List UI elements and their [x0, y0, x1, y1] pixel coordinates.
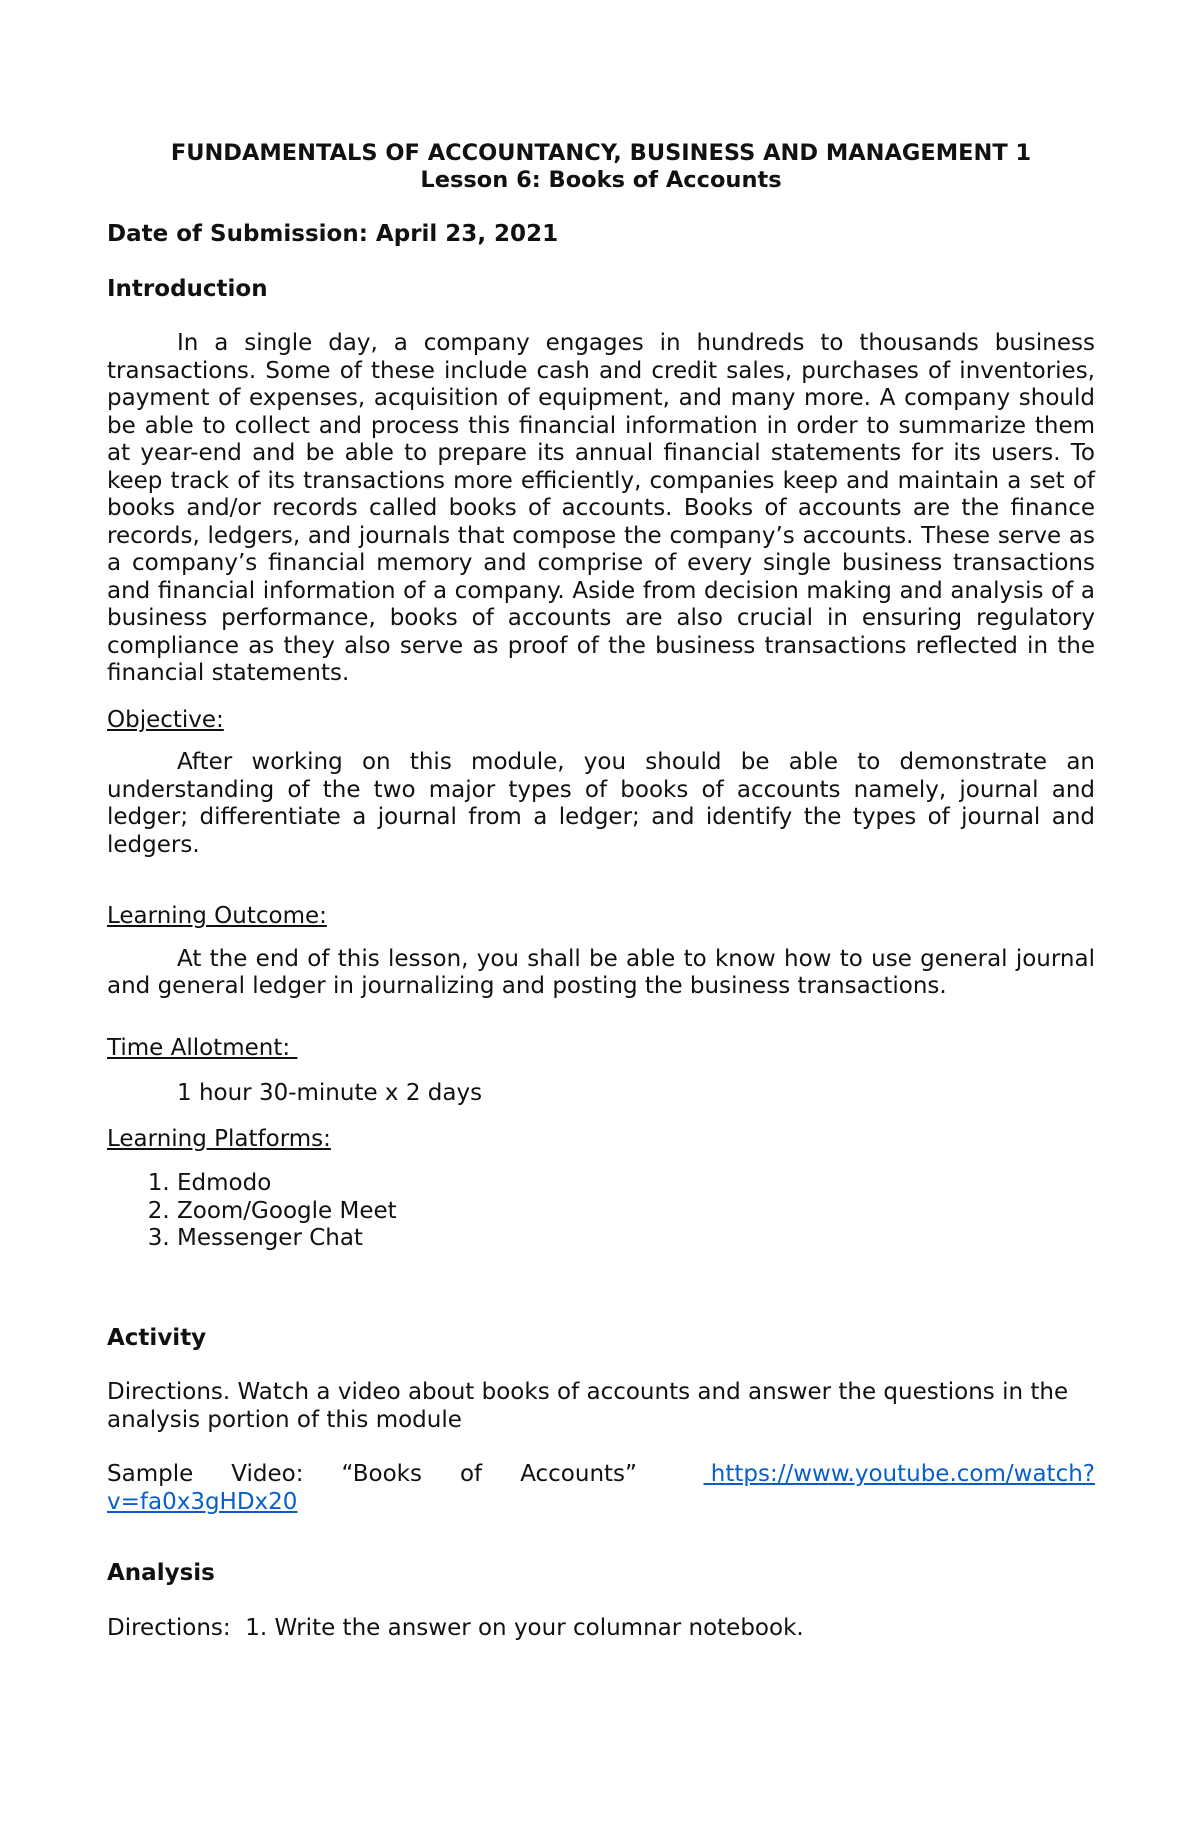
introduction-body: In a single day, a company engages in hundreds to thousands business transactions. Some of these include cash and credit sales, purchases of inventories, payment of expenses, acquisition of equipment, and many more. A company should be able to collect and process this financial information in order to summarize them at year-end and be able to prepare its annual financial statements for its users. To keep track of its transactions more efficiently, companies keep and maintain a set of books and/or records called books of accounts. Books of accounts are the finance records, ledgers, and journals that compose the company’s accounts. These serve as a company’s financial memory and comprise of every single business transactions and financial information of a company. Aside from decision making and analysis of a business performance, books of accounts are also crucial in ensuring regulatory compliance as they also serve as proof of the business transactions reflected in the financial statements. — [107, 330, 1095, 686]
list-item: 1. Edmodo — [177, 1170, 1095, 1198]
document-page — [107, 140, 1095, 1642]
objective-body: After working on this module, you should be able to demonstrate an understanding of the two major types of books of accounts namely, journal and ledger; differentiate a journal from a ledger; and identify the types of journal and ledgers. — [107, 749, 1095, 858]
sample-video-link-part-2[interactable]: v=fa0x3gHDx20 — [107, 1488, 298, 1515]
learning-platforms-heading: Learning Platforms: — [107, 1125, 331, 1152]
sample-video-label: Sample Video: “Books of Accounts” — [107, 1461, 637, 1487]
activity-directions: Directions. Watch a video about books of accounts and answer the questions in the analysis portion of this module — [107, 1379, 1069, 1433]
objective-heading: Objective: — [107, 706, 224, 733]
introduction-heading: Introduction — [107, 275, 268, 302]
list-item: 3. Messenger Chat — [177, 1225, 1095, 1253]
sample-video-link-part-1[interactable]: https://www.youtube.com/watch? — [703, 1461, 1095, 1487]
learning-outcome-heading: Learning Outcome: — [107, 903, 327, 929]
learning-platforms-list — [107, 1170, 1095, 1253]
course-title: FUNDAMENTALS OF ACCOUNTANCY, BUSINESS AND MANAGEMENT 1 — [170, 140, 1032, 166]
analysis-directions: Directions: 1. Write the answer on your columnar notebook. — [107, 1614, 804, 1641]
list-item: 2. Zoom/Google Meet — [177, 1198, 1095, 1226]
analysis-heading: Analysis — [107, 1560, 215, 1586]
activity-heading: Activity — [107, 1324, 207, 1351]
lesson-title: Lesson 6: Books of Accounts — [420, 167, 782, 193]
learning-outcome-body: At the end of this lesson, you shall be able to know how to use general journal and general ledger in journalizing and posting the business transactions. — [107, 945, 1095, 999]
time-allotment-value: 1 hour 30-minute x 2 days — [177, 1080, 483, 1106]
time-allotment-heading: Time Allotment: — [107, 1034, 298, 1061]
sample-video-line — [107, 1461, 1095, 1516]
submission-date: Date of Submission: April 23, 2021 — [107, 221, 559, 247]
